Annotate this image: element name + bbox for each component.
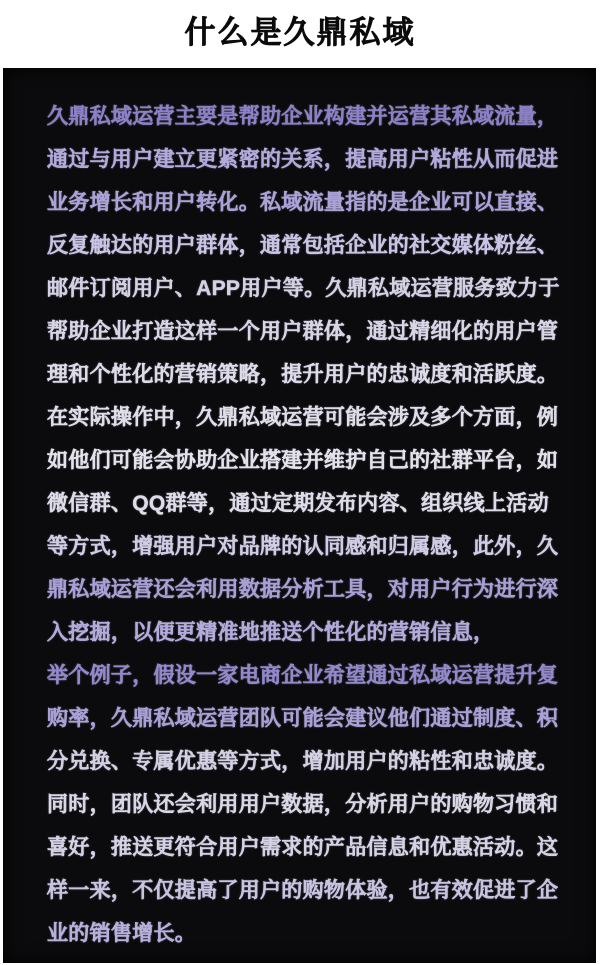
text-line: 举个例子，假设一家电商企业希望通过私域运营提升复	[47, 664, 559, 687]
text-line: 购率，久鼎私域运营团队可能会建议他们通过制度、积	[47, 707, 559, 730]
text-line: 如他们可能会协助企业搭建并维护自己的社群平台，如	[47, 449, 559, 472]
text-line: 业的销售增长。	[47, 922, 197, 945]
text-line: 业务增长和用户转化。私域流量指的是企业可以直接、	[47, 191, 559, 214]
text-line: 喜好，推送更符合用户需求的产品信息和优惠活动。这	[47, 836, 559, 859]
page-title: 什么是久鼎私域	[184, 15, 416, 50]
text-line: 在实际操作中，久鼎私域运营可能会涉及多个方面，例	[47, 406, 559, 429]
text-line: 入挖掘，以便更精准地推送个性化的营销信息，	[47, 621, 495, 644]
text-line: 鼎私域运营还会利用数据分析工具，对用户行为进行深	[47, 578, 559, 601]
text-line: 样一来，不仅提高了用户的购物体验，也有效促进了企	[47, 879, 559, 902]
text-line: 反复触达的用户群体，通常包括企业的社交媒体粉丝、	[47, 234, 559, 257]
text-line: 帮助企业打造这样一个用户群体，通过精细化的用户管	[47, 320, 559, 343]
text-line: 等方式，增强用户对品牌的认同感和归属感，此外，久	[47, 535, 559, 558]
text-line: 分兑换、专属优惠等方式，增加用户的粘性和忠诚度。	[47, 750, 559, 773]
text-line: 微信群、QQ群等，通过定期发布内容、组织线上活动	[47, 492, 549, 515]
text-line: 久鼎私域运营主要是帮助企业构建并运营其私域流量，	[47, 105, 559, 128]
content-panel	[3, 68, 596, 963]
text-line: 邮件订阅用户、APP用户等。久鼎私域运营服务致力于	[47, 277, 560, 300]
text-line: 通过与用户建立更紧密的关系，提高用户粘性从而促进	[47, 148, 559, 171]
text-line: 理和个性化的营销策略，提升用户的忠诚度和活跃度。	[47, 363, 559, 386]
text-line: 同时，团队还会利用用户数据，分析用户的购物习惯和	[47, 793, 559, 816]
